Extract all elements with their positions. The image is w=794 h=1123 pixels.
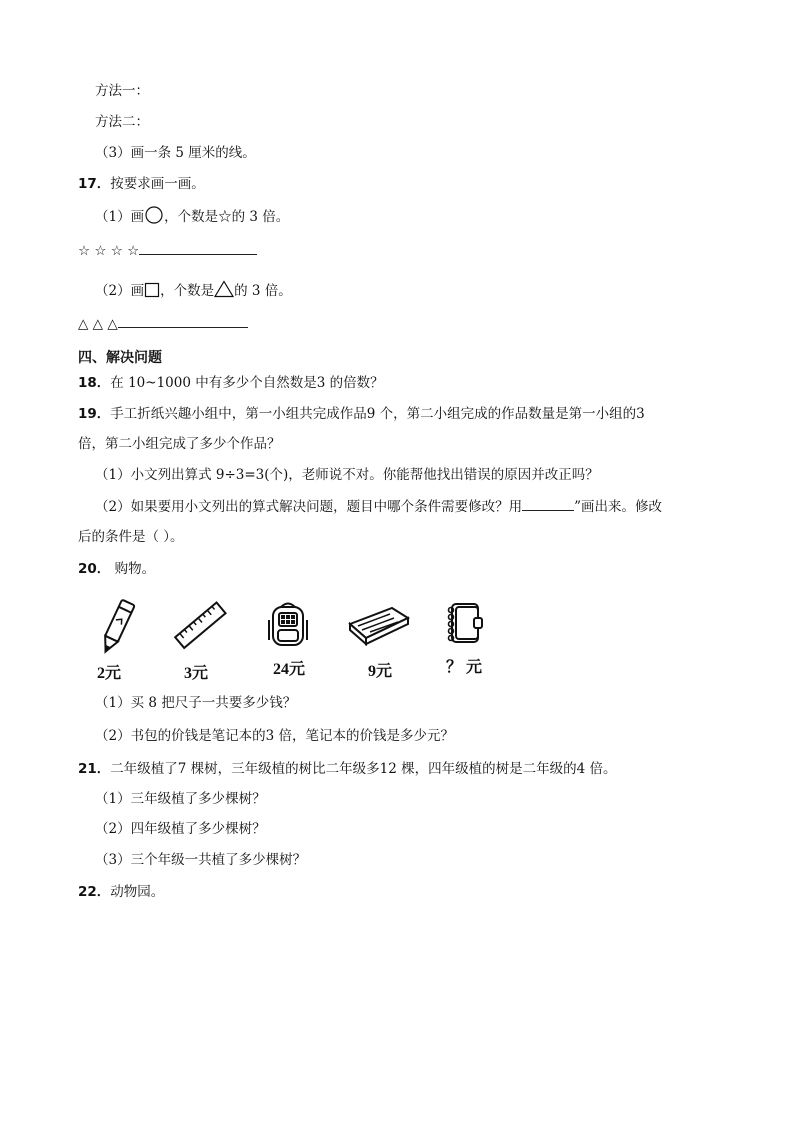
q17-part2-suffix: 的 3 倍。 <box>234 283 292 299</box>
notebook-icon <box>444 600 486 648</box>
q18 <box>78 374 384 392</box>
q19-part1: （1）小文列出算式 9÷3=3(个)，老师说不对。你能帮他找出错误的原因并改正吗？ <box>95 467 599 483</box>
q17-part2 <box>95 280 292 303</box>
pencil-icon <box>98 596 136 658</box>
backpack-price: 24元 <box>273 661 306 678</box>
q19-line2: 倍，第二小组完成了多少个作品？ <box>78 436 281 452</box>
method-one-line <box>95 82 149 100</box>
pencil-price: 2元 <box>97 665 122 682</box>
q19-part2-text: （2）如果要用小文列出的算式解决问题，题目中哪个条件需要修改？用 <box>95 499 523 515</box>
pencil-item <box>98 596 136 662</box>
q22-text: 动物园。 <box>110 884 165 900</box>
method-one-label: 方法一： <box>95 83 149 99</box>
answer-blank-squares[interactable] <box>118 315 248 328</box>
circle-icon <box>144 206 164 229</box>
q21-number: 21． <box>78 761 111 777</box>
method-two-line <box>95 113 149 131</box>
q17-part1 <box>95 206 289 229</box>
underline-mark-blank[interactable] <box>522 498 574 511</box>
q21-part3: （3）三个年级一共植了多少棵树？ <box>95 852 307 868</box>
q19-part2-condition: 后的条件是（ ）。 <box>78 529 184 545</box>
q17-part2-prefix: （2）画 <box>95 283 145 299</box>
q17-number: 17． <box>78 176 111 192</box>
q19-part2-tail: ”画出来。修改 <box>574 499 662 515</box>
q22-number: 22． <box>78 884 111 900</box>
q21-part1: （1）三年级植了多少棵树？ <box>95 791 266 807</box>
method-two-label: 方法二： <box>95 114 149 130</box>
ruler-price: 3元 <box>184 665 209 682</box>
q17-text: 按要求画一画。 <box>110 176 205 192</box>
q19-number: 19． <box>78 406 111 422</box>
backpack-icon <box>266 600 310 648</box>
q20-part2: （2）书包的价钱是笔记本的3 倍，笔记本的价钱是多少元？ <box>95 728 454 744</box>
stars-text: ☆ ☆ ☆ ☆ <box>78 243 140 259</box>
ruler-icon <box>172 600 230 652</box>
triangles-text: △ △ △ <box>78 316 118 332</box>
q19-part2 <box>95 498 662 516</box>
q19-line1 <box>78 405 645 423</box>
q17-part1-suffix: ，个数是☆的 3 倍。 <box>164 209 290 225</box>
ruler-item <box>172 600 230 656</box>
q22-heading <box>78 883 164 901</box>
q21-text: 二年级植了7 棵树，三年级植的树比二年级多12 棵，四年级植的树是二年级的4 倍。 <box>110 761 617 777</box>
stars-row <box>78 242 257 260</box>
q21-part2: （2）四年级植了多少棵树？ <box>95 821 266 837</box>
square-icon <box>144 282 160 303</box>
q17-part1-prefix: （1）画 <box>95 209 145 225</box>
q16-part3: （3）画一条 5 厘米的线。 <box>95 145 256 161</box>
q18-text: 在 10~1000 中有多少个自然数是3 的倍数？ <box>110 375 384 391</box>
q20-heading <box>78 560 155 578</box>
answer-blank-circles[interactable] <box>139 242 257 255</box>
q17-heading <box>78 175 205 193</box>
backpack-item <box>266 600 310 652</box>
triangle-icon <box>214 280 234 303</box>
triangles-row <box>78 315 248 333</box>
q21-heading <box>78 760 617 778</box>
q20-text: 购物。 <box>110 561 156 577</box>
q17-part2-middle: ，个数是 <box>160 283 215 299</box>
q20-part1: （1）买 8 把尺子一共要多少钱？ <box>95 695 297 711</box>
q20-number: 20． <box>78 561 111 577</box>
notebook-price: ？ 元 <box>446 659 483 676</box>
pencil-case-icon <box>346 604 412 646</box>
q19-text1: 手工折纸兴趣小组中，第一小组共完成作品9 个，第二小组完成的作品数量是第一小组的3 <box>110 406 645 422</box>
pencil-case-item <box>346 604 412 650</box>
notebook-item <box>444 600 486 652</box>
pencil-case-price: 9元 <box>368 663 393 680</box>
section-heading: 四、解决问题 <box>78 350 162 366</box>
q18-number: 18． <box>78 375 111 391</box>
